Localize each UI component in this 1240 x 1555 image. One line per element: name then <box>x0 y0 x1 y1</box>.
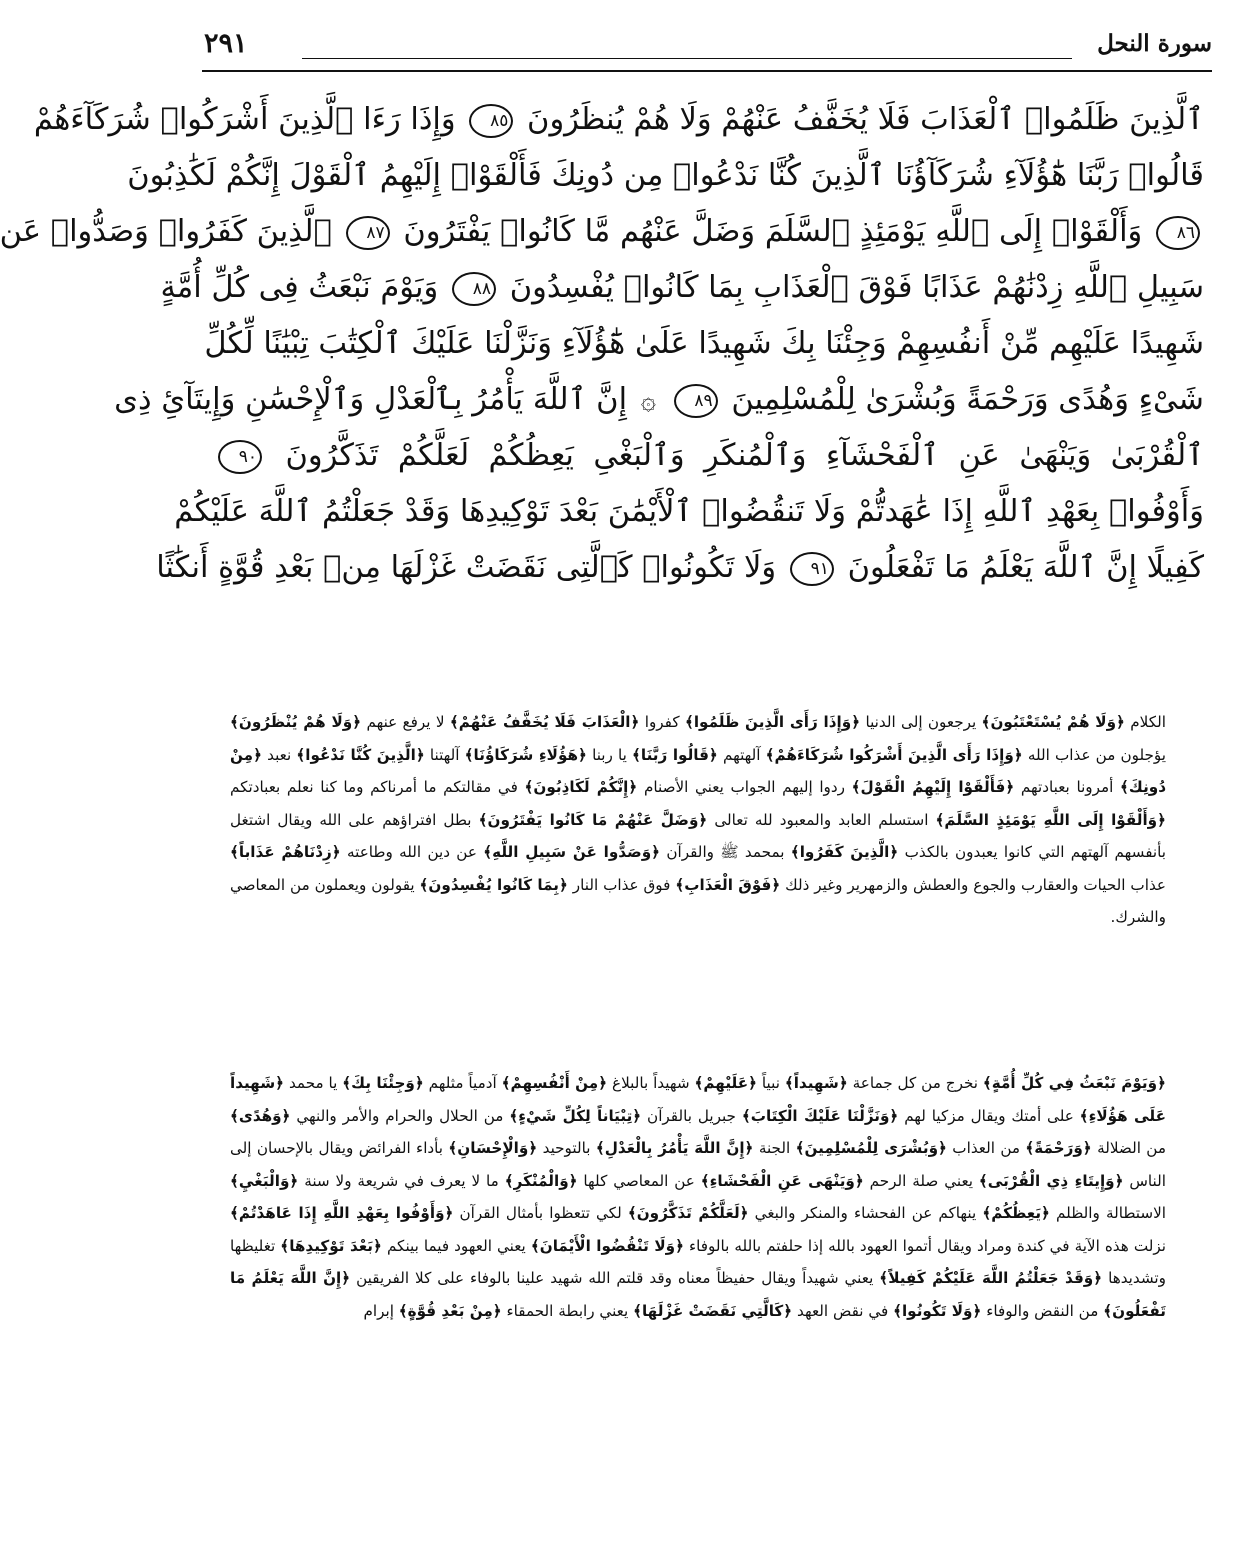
quran-quote: ﴿شَهِيداً﴾ <box>784 1074 848 1092</box>
quran-quote: ﴿وَبُشْرَى لِلْمُسْلِمِينَ﴾ <box>795 1139 947 1157</box>
quran-line <box>0 204 1204 260</box>
tafsir-text: ردوا إليهم الجواب يعني الأصنام <box>637 778 852 796</box>
tafsir-text: من الضلالة <box>1091 1139 1166 1157</box>
verse-text: ٱلْقُرْبَىٰ وَيَنْهَىٰ عَنِ ٱلْفَحْشَآءِ وَٱلْمُنكَرِ وَٱلْبَغْىِ يَعِظُكُمْ لَعَلَّكُمْ تَذَكَّرُونَ <box>285 438 1204 473</box>
quran-quote: ﴿وَرَحْمَةً﴾ <box>1025 1139 1092 1157</box>
quran-quote: ﴿الْعَذَابَ فَلَا يُخَفَّفُ عَنْهُمْ﴾ <box>449 713 640 731</box>
tafsir-text: نبياً <box>757 1074 785 1092</box>
header-divider <box>302 58 1072 59</box>
tafsir-text: يا محمد <box>284 1074 343 1092</box>
tafsir-text: ما لا يعرف في شريعة ولا سنة <box>298 1171 505 1190</box>
commentary-paragraph-2 <box>230 1067 1166 1327</box>
quran-line <box>174 484 1204 540</box>
commentary-paragraph-1 <box>230 706 1166 934</box>
verse-text: شَهِيدًا عَلَيْهِم مِّنْ أَنفُسِهِمْ وَجِئْنَا بِكَ شَهِيدًا عَلَىٰ هَٰٓؤُلَآءِ وَنَزَّلْنَا عَلَيْكَ ٱلْكِتَٰبَ تِبْيَٰنًا لِّكُلِّ <box>204 326 1204 361</box>
verse-text: وَإِذَا رَءَا ٱلَّذِينَ أَشْرَكُوا۟ شُرَكَآءَهُمْ <box>33 102 456 137</box>
quran-quote: ﴿الَّذِينَ كَفَرُوا﴾ <box>790 843 899 861</box>
quran-line <box>33 92 1204 148</box>
tafsir-text: من الحلال والحرام والأمر والنهي <box>290 1106 510 1125</box>
tafsir-text: لكي تتعظوا بأمثال القرآن <box>453 1204 628 1222</box>
quran-line <box>156 540 1204 596</box>
verse-text: كَفِيلًا إِنَّ ٱللَّهَ يَعْلَمُ مَا تَفْعَلُونَ <box>847 550 1204 585</box>
tafsir-text: بمحمد ﷺ والقرآن <box>660 843 791 861</box>
quran-quote: ﴿وَلَا هُمْ يُنْظَرُونَ﴾ <box>230 713 362 731</box>
tafsir-text: بالتوحيد <box>537 1139 596 1157</box>
verse-text: قَالُوا۟ رَبَّنَا هَٰٓؤُلَآءِ شُرَكَآؤُنَا ٱلَّذِينَ كُنَّا نَدْعُوا۟ مِن دُونِكَ فَأَلْقَوْا۟ إِلَيْهِمُ ٱلْقَوْلَ إِنَّكُمْ لَكَٰذِبُونَ <box>127 158 1204 193</box>
tafsir-text: آلهتهم <box>717 745 766 764</box>
tafsir-text: الاستطالة والظلم <box>1049 1204 1166 1222</box>
tafsir-text: آلهتنا <box>424 745 465 764</box>
tafsir-text: شهيداً بالبلاغ <box>607 1074 695 1092</box>
quran-quote: ﴿فَوْقَ الْعَذَابِ﴾ <box>675 875 781 894</box>
tafsir-text: يعني رابطة الحمقاء <box>501 1301 634 1320</box>
quran-quote: ﴿وَإِيتَاءِ ذِي الْقُرْبَى﴾ <box>978 1171 1124 1190</box>
quran-line <box>160 260 1204 316</box>
quran-quote: ﴿زِدْنَاهُمْ عَذَاباً﴾ <box>230 843 341 861</box>
quran-quote: ﴿قَالُوا رَبَّنَا﴾ <box>632 745 718 764</box>
quran-quote: ﴿شَهِيداً عَلَى هَؤُلَاءِ﴾ <box>230 1074 1166 1125</box>
quran-quote: ﴿وَقَدْ جَعَلْتُمُ اللَّهَ عَلَيْكُمْ كَفِيلاً﴾ <box>879 1269 1103 1287</box>
quran-quote: ﴿وَإِذَا رَأَى الَّذِينَ أَشْرَكُوا شُرَكَاءَهُمْ﴾ <box>765 745 1023 764</box>
quran-quote: ﴿وَإِذَا رَأَى الَّذِينَ ظَلَمُوا﴾ <box>684 713 861 731</box>
tafsir-text: أمرونا بعبادتهم <box>1014 778 1121 796</box>
quran-quote: ﴿وَالْإِحْسَانِ﴾ <box>448 1139 538 1157</box>
tafsir-text: يقولون ويعملون من المعاصي والشرك. <box>230 875 1166 926</box>
tafsir-text: نزلت هذه الآية في كندة ومراد ويقال أتموا العهود بالله إذا حلفتم بالله بالوفاء <box>683 1236 1166 1255</box>
tafsir-text: يرجعون إلى الدنيا <box>860 713 982 731</box>
verse-text: سَبِيلِ ٱللَّهِ زِدْنَٰهُمْ عَذَابًا فَوْقَ ٱلْعَذَابِ بِمَا كَانُوا۟ يُفْسِدُونَ <box>509 270 1204 305</box>
tafsir-text: بطل افتراؤهم على الله ويقال اشتغل بأنفسهم آلهتهم التي كانوا يعبدون بالكذب <box>230 810 1166 861</box>
quran-quote: ﴿مِنْ بَعْدِ قُوَّةٍ﴾ <box>398 1301 502 1320</box>
rub-el-hizb-icon: ۞ <box>640 385 656 416</box>
quran-quote: ﴿وَضَلَّ عَنْهُمْ مَا كَانُوا يَفْتَرُونَ﴾ <box>478 810 708 829</box>
tafsir-text: عن المعاصي كلها <box>577 1171 701 1190</box>
quran-quote: ﴿الَّذِينَ كُنَّا نَدْعُوا﴾ <box>296 745 425 764</box>
tafsir-text: في نقض العهد <box>792 1301 894 1320</box>
verse-number-marker: ٩١ <box>790 552 834 586</box>
quran-quote: ﴿مِنْ أَنْفُسِهِمْ﴾ <box>501 1074 608 1092</box>
tafsir-text: على أمتك ويقال مزكيا لهم <box>898 1106 1080 1125</box>
quran-quote: ﴿وَلَا تَكُونُوا﴾ <box>893 1301 982 1320</box>
header-rule <box>202 70 1212 72</box>
verse-number-marker: ٨٦ <box>1156 216 1200 250</box>
quran-quote: ﴿وَيَنْهَى عَنِ الْفَحْشَاءِ﴾ <box>700 1171 864 1190</box>
quran-quote: ﴿عَلَيْهِمْ﴾ <box>694 1074 757 1092</box>
quran-quote: ﴿وَالْبَغْيِ﴾ <box>230 1171 299 1190</box>
tafsir-text: الجنة <box>753 1139 796 1157</box>
quran-quote: ﴿بِمَا كَانُوا يُفْسِدُونَ﴾ <box>419 875 568 894</box>
quran-quote: ﴿وَالْمُنْكَرِ﴾ <box>504 1171 578 1190</box>
tafsir-text: يعني شهيداً ويقال حفيظاً معناه وقد قلتم الله شهيد علينا بالوفاء على كلا الفريقين <box>350 1269 880 1287</box>
quran-quote: ﴿وَنَزَّلْنَا عَلَيْكَ الْكِتَابَ﴾ <box>741 1106 899 1125</box>
verse-number-marker: ٨٥ <box>469 104 513 138</box>
tafsir-text: من العذاب <box>946 1139 1026 1157</box>
verse-text: إِنَّ ٱللَّهَ يَأْمُرُ بِٱلْعَدْلِ وَٱلْإِحْسَٰنِ وَإِيتَآئِ ذِى <box>114 382 628 417</box>
tafsir-text: بأداء الفرائض ويقال بالإحسان إلى الناس <box>230 1139 1166 1190</box>
quran-quote: ﴿لَعَلَّكُمْ تَذَكَّرُونَ﴾ <box>627 1204 749 1222</box>
tafsir-text: آدمياً مثلهم <box>423 1074 502 1092</box>
verse-text: وَلَا تَكُونُوا۟ كَٱلَّتِى نَقَضَتْ غَزْلَهَا مِنۢ بَعْدِ قُوَّةٍ أَنكَٰثًا <box>156 550 777 585</box>
tafsir-text: كفروا <box>639 713 685 731</box>
quran-quote: ﴿وَهُدًى﴾ <box>230 1106 291 1125</box>
quran-line <box>127 148 1204 204</box>
quran-quote: ﴿بَعْدَ تَوْكِيدِهَا﴾ <box>280 1236 382 1255</box>
quran-quote: ﴿فَأَلْقَوْا إِلَيْهِمُ الْقَوْلَ﴾ <box>851 778 1015 796</box>
tafsir-text: عذاب الحيات والعقارب والجوع والعطش والزمهرير وغير ذلك <box>780 875 1166 894</box>
tafsir-text: في مقالتكم ما أمرناكم وما كنا نعلم بعبادتكم <box>230 778 525 796</box>
tafsir-text: نخرج من كل جماعة <box>847 1074 983 1092</box>
tafsir-text: ينهاكم عن الفحشاء والمنكر والبغي <box>748 1204 983 1222</box>
quran-quote: ﴿إِنَّ اللَّهَ يَعْلَمُ مَا تَفْعَلُونَ﴾ <box>230 1269 1166 1320</box>
verse-text: ٱلَّذِينَ ظَلَمُوا۟ ٱلْعَذَابَ فَلَا يُخَفَّفُ عَنْهُمْ وَلَا هُمْ يُنظَرُونَ <box>527 102 1204 137</box>
quran-quote: ﴿يَعِظُكُمْ﴾ <box>982 1204 1050 1222</box>
verse-text: شَىْءٍ وَهُدًى وَرَحْمَةً وَبُشْرَىٰ لِلْمُسْلِمِينَ <box>731 382 1204 417</box>
quran-quote: ﴿وَلَا هُمْ يُسْتَعْتَبُونَ﴾ <box>981 713 1125 731</box>
tafsir-text: يا ربنا <box>586 745 632 764</box>
tafsir-text: من النقض والوفاء <box>981 1301 1104 1320</box>
verse-number-marker: ٨٨ <box>452 272 496 306</box>
verse-number-marker: ٩٠ <box>218 440 262 474</box>
quran-quote: ﴿مِنْ دُونِكَ﴾ <box>230 745 1167 796</box>
verse-number-marker: ٨٧ <box>346 216 390 250</box>
tafsir-text: إبرام <box>363 1301 399 1320</box>
tafsir-text: لا يرفع عنهم <box>361 713 450 731</box>
page-header <box>202 28 1212 86</box>
tafsir-text: عن دين الله وطاعته <box>340 843 484 861</box>
tafsir-text: يعني العهود فيما بينكم <box>381 1236 531 1255</box>
commentary-text <box>230 1067 1166 1327</box>
tafsir-text: جبريل بالقرآن <box>641 1106 742 1125</box>
verse-text: وَأَوْفُوا۟ بِعَهْدِ ٱللَّهِ إِذَا عَٰهَدتُّمْ وَلَا تَنقُضُوا۟ ٱلْأَيْمَٰنَ بَعْدَ تَوْكِيدِهَا وَقَدْ جَعَلْتُمُ ٱللَّهَ عَلَيْكُمْ <box>174 494 1204 529</box>
quran-text-block <box>0 92 1204 596</box>
tafsir-text: فوق عذاب النار <box>567 875 676 894</box>
quran-quote: ﴿وَيَوْمَ نَبْعَثُ فِي كُلِّ أُمَّةٍ﴾ <box>982 1074 1166 1092</box>
quran-quote: ﴿كَالَّتِي نَقَضَتْ غَزْلَهَا﴾ <box>633 1301 793 1320</box>
quran-quote: ﴿وَجِئْنَا بِكَ﴾ <box>342 1074 424 1092</box>
tafsir-text: يعني صلة الرحم <box>863 1171 979 1190</box>
tafsir-text: الكلام <box>1124 713 1166 731</box>
tafsir-text: تغليظها وتشديدها <box>230 1236 1166 1287</box>
quran-quote: ﴿إِنَّكُمْ لَكَاذِبُونَ﴾ <box>524 778 638 796</box>
tafsir-text: يؤجلون من عذاب الله <box>1022 745 1166 764</box>
commentary-text <box>230 706 1166 934</box>
quran-quote: ﴿وَلَا تَنْقُضُوا الْأَيْمَانَ﴾ <box>530 1236 684 1255</box>
quran-quote: ﴿وَأَوْفُوا بِعَهْدِ اللَّهِ إِذَا عَاهَدْتُمْ﴾ <box>230 1204 454 1222</box>
verse-text: وَيَوْمَ نَبْعَثُ فِى كُلِّ أُمَّةٍ <box>160 270 439 305</box>
quran-quote: ﴿إِنَّ اللَّهَ يَأْمُرُ بِالْعَدْلِ﴾ <box>595 1139 754 1157</box>
quran-quote: ﴿هَؤُلَاءِ شُرَكَاؤُنَا﴾ <box>464 745 587 764</box>
quran-quote: ﴿وَأَلْقَوْا إِلَى اللَّهِ يَوْمَئِذٍ السَّلَمَ﴾ <box>935 810 1167 829</box>
verse-number-marker: ٨٩ <box>674 384 718 418</box>
page-number: ٢٩١ <box>204 28 248 59</box>
quran-quote: ﴿وَصَدُّوا عَنْ سَبِيلِ اللَّهِ﴾ <box>483 843 661 861</box>
tafsir-text: نعبد <box>261 745 297 764</box>
quran-line <box>114 372 1204 428</box>
quran-line <box>204 316 1204 372</box>
tafsir-text: استسلم العابد والمعبود لله تعالى <box>707 810 936 829</box>
quran-quote: ﴿تِبْيَاناً لِكُلِّ شَيْءٍ﴾ <box>509 1106 642 1125</box>
quran-line <box>214 428 1204 484</box>
verse-text: وَأَلْقَوْا۟ إِلَى ٱللَّهِ يَوْمَئِذٍ ٱلسَّلَمَ وَضَلَّ عَنْهُم مَّا كَانُوا۟ يَفْتَرُونَ <box>403 214 1143 249</box>
verse-text: ٱلَّذِينَ كَفَرُوا۟ وَصَدُّوا۟ عَن <box>0 214 332 249</box>
surah-name: سورة النحل <box>1097 30 1212 57</box>
